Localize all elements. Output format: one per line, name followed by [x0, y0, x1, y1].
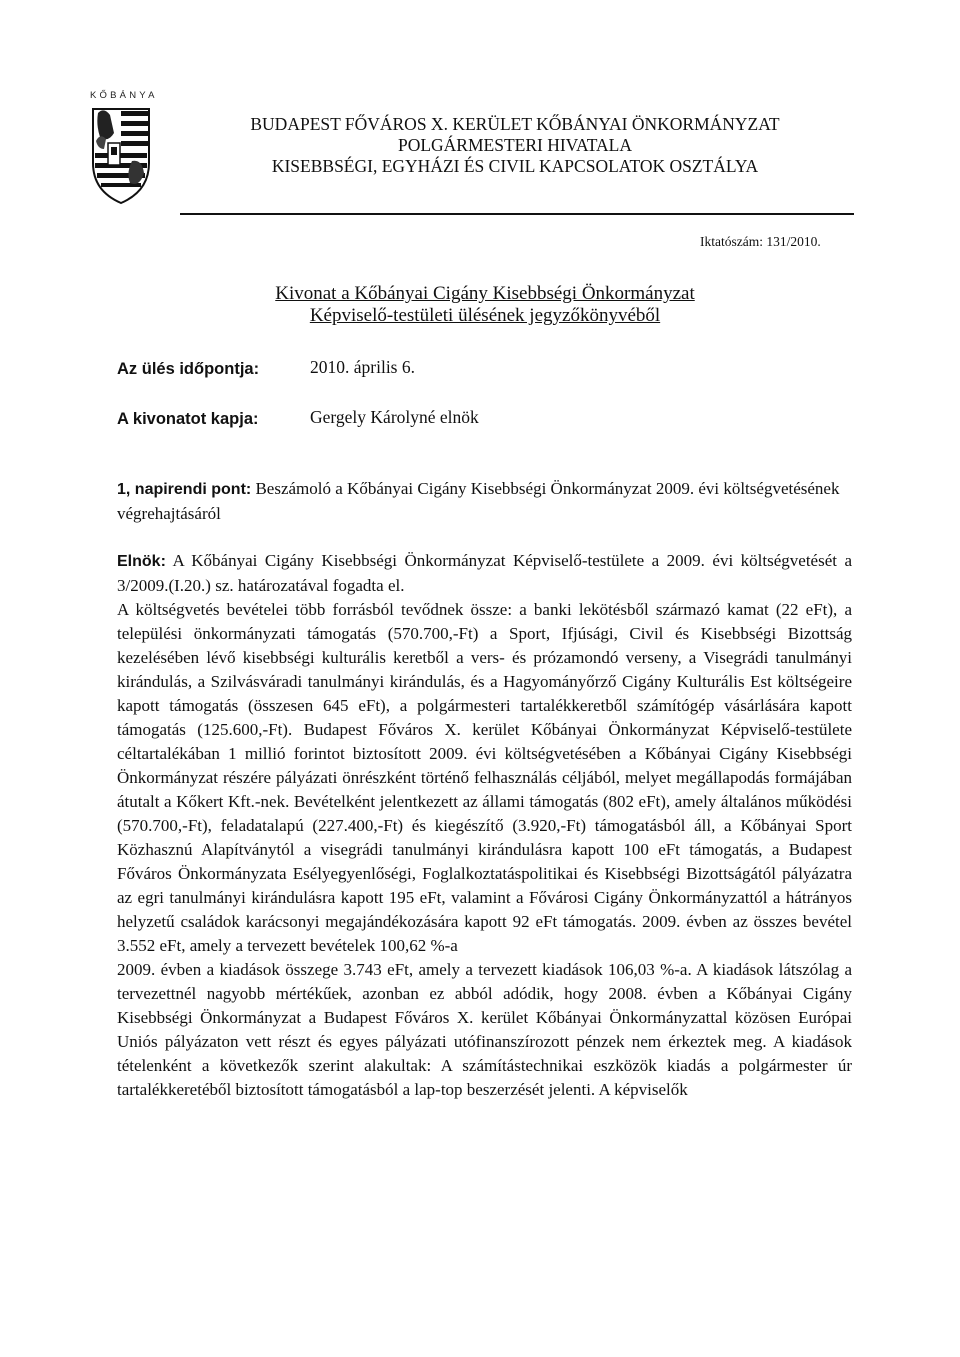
paragraph-revenues: A költségvetés bevételei több forrásból tevődnek össze: a banki lekötésből származó kamat (22 eFt), a települési önkormányzati támogatás (570.700,-Ft) a Sport, Ifjúsági, Civil és Kisebbségi Bizottság kezelésében lévő kisebbségi kulturális keretből a vers- és prózamondó verseny, a Visegrádi tanulmányi kirándulás, a Szilvásváradi tanulmányi kirándulás, és a Hagyományőrző Cigány Kulturális Est költségeire kapott támogatás (összesen 645 eFt), a polgármesteri tartalékkeretből számítógép vásárlására kapott támogatás (125.600,-Ft). Budapest Főváros X. kerület Kőbányai Önkormányzat Képviselő-testülete céltartalékában 1 millió forintot biztosított 2009. évi költségvetésében a Kőbányai Cigány Kisebbségi Önkormányzat részére pályázati önrészként történő felhasználás céljából, melyet megállapodás formájában átutalt a Kőkert Kft.-nek. Bevételként jelentkezett az állami támogatás (802 eFt), amely általános működési (570.700,-Ft), feladatalapú (227.400,-Ft) és kiegészítő (3.920,-Ft) támogatásból áll, a Kőbányai Sport Közhasznú Alapítványtól a visegrádi tanulmányi kirándulásra kapott 100 eFt támogatás, a Budapest Főváros Önkormányzata Esélyegyenlőségi, Foglalkoztatáspolitikai és Kisebbségi Bizottságától pályázatra az egri tanulmányi kirándulásra kapott 195 eFt, valamint a Fővárosi Cigány Önkormányzattól a hátrányos helyzetű családok karácsonyi megajándékozására kapott 92 eFt támogatás. 2009. évben az összes bevétel 3.552 eFt, amely a tervezett bevételek 100,62 %-a	[117, 600, 852, 955]
org-line-1: BUDAPEST FŐVÁROS X. KERÜLET KŐBÁNYAI ÖNKORMÁNYZAT	[250, 114, 780, 134]
agenda-item	[117, 477, 852, 525]
paragraph-expenses: 2009. évben a kiadások összege 3.743 eFt, amely a tervezett kiadások 106,03 %-a. A kiadások látszólag a tervezettnél nagyobb mértékűek, azonban ez abból adódik, hogy 2008. évben a Kőbányai Cigány Kisebbségi Önkormányzat a Budapest Főváros X. kerület Kőbányai Önkormányzattal közösen Európai Uniós pályázaton vett részt és egyes pályázati utófinanszírozott pénzek nem érkeztek meg. A kiadások tételenként a következők szerint alakultak: A számítástechnikai eszközök kiadás a polgármester úr tartalékkeretéből biztosított támogatásból a lap-top beszerzését jelenti. A képviselők	[117, 960, 852, 1099]
crest-label: KŐBÁNYA	[90, 90, 158, 101]
title-line-2: Képviselő-testületi ülésének jegyzőkönyvéből	[309, 305, 661, 326]
minutes-body	[117, 549, 852, 1102]
recipient-label: A kivonatot kapja:	[117, 410, 259, 428]
org-line-2: POLGÁRMESTERI HIVATALA	[397, 135, 633, 155]
speaker-statement	[117, 549, 852, 598]
reference-number: Iktatószám: 131/2010.	[700, 234, 821, 249]
org-line-3: KISEBBSÉGI, EGYHÁZI ÉS CIVIL KAPCSOLATOK OSZTÁLYA	[271, 156, 759, 176]
speaker-label: Elnök:	[117, 553, 166, 570]
document-title	[190, 283, 780, 327]
agenda-text: Beszámoló a Kőbányai Cigány Kisebbségi Önkormányzat 2009. évi költségvetésének végrehajtásáról	[117, 479, 840, 523]
coat-of-arms-icon	[90, 103, 152, 205]
agenda-label: 1, napirendi pont:	[117, 481, 252, 498]
title-line-1: Kivonat a Kőbányai Cigány Kisebbségi Önkormányzat	[275, 283, 695, 304]
meeting-date-label: Az ülés időpontja:	[117, 360, 260, 378]
first-sentence: A Kőbányai Cigány Kisebbségi Önkormányzat Képviselő-testülete a 2009. évi költségvetését a 3/2009.(I.20.) sz. határozatával fogadta el.	[117, 551, 852, 595]
header-divider	[180, 213, 854, 215]
meeting-date-value: 2010. április 6.	[310, 357, 415, 377]
recipient-value: Gergely Károlyné elnök	[310, 407, 479, 427]
organization-heading	[190, 114, 840, 177]
